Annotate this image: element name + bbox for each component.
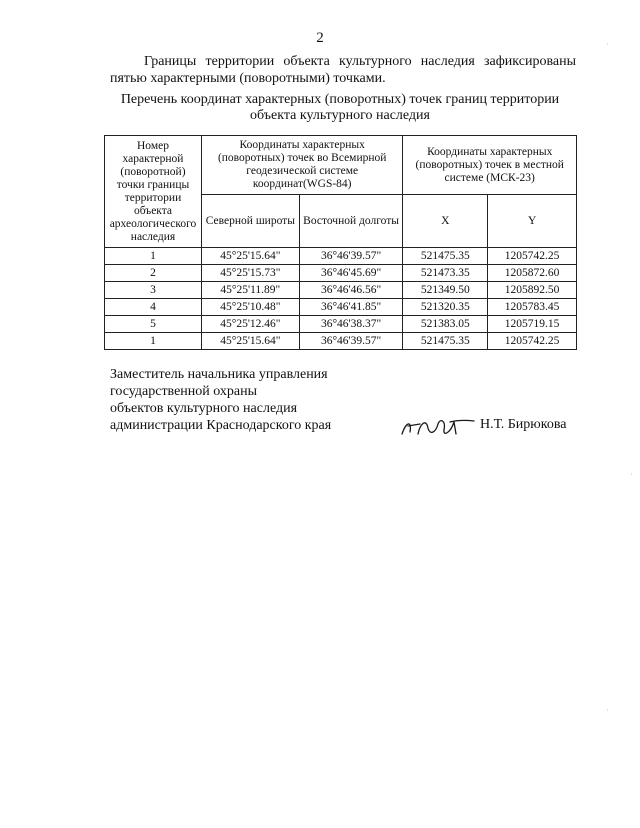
header-longitude: Восточной долготы (299, 195, 403, 248)
table-row (105, 333, 577, 350)
cell-x: 521320.35 (403, 299, 488, 316)
cell-point-number: 2 (105, 265, 202, 282)
cell-longitude: 36°46'46.56" (299, 282, 403, 299)
cell-longitude: 36°46'41.85" (299, 299, 403, 316)
scan-speck: · (630, 470, 633, 480)
handwritten-signature (398, 412, 478, 442)
cell-point-number: 4 (105, 299, 202, 316)
signer-title-line: администрации Краснодарского края (110, 418, 332, 433)
cell-longitude: 36°46'39.57" (299, 248, 403, 265)
cell-point-number: 5 (105, 316, 202, 333)
signer-title-line: объектов культурного наследия (110, 401, 298, 416)
cell-y: 1205719.15 (488, 316, 577, 333)
cell-y: 1205892.50 (488, 282, 577, 299)
cell-latitude: 45°25'10.48" (201, 299, 299, 316)
table-row (105, 299, 577, 316)
cell-x: 521475.35 (403, 248, 488, 265)
cell-longitude: 36°46'38.37" (299, 316, 403, 333)
scan-speck: · (606, 40, 609, 50)
header-point-number: Номер характерной (поворотной) точки границы территории объекта археологического наследия (105, 136, 202, 248)
cell-y: 1205742.25 (488, 333, 577, 350)
cell-point-number: 1 (105, 248, 202, 265)
header-wgs84: Координаты характерных (поворотных) точек во Всемирной геодезической системе координат(WGS-84) (201, 136, 402, 195)
cell-point-number: 3 (105, 282, 202, 299)
table-row (105, 282, 577, 299)
signer-title-line: государственной охраны (110, 384, 258, 399)
table-header-row (105, 136, 577, 195)
cell-latitude: 45°25'15.64" (201, 333, 299, 350)
cell-y: 1205742.25 (488, 248, 577, 265)
table-heading: Перечень координат характерных (поворотных) точек границ территории объекта культурного наследия (120, 92, 560, 123)
signature-block (110, 366, 331, 434)
scan-speck: · (606, 706, 609, 716)
cell-x: 521383.05 (403, 316, 488, 333)
signer-title-line: Заместитель начальника управления (110, 367, 328, 382)
header-y: Y (488, 195, 577, 248)
cell-x: 521349.50 (403, 282, 488, 299)
cell-y: 1205783.45 (488, 299, 577, 316)
cell-latitude: 45°25'15.73" (201, 265, 299, 282)
table-row (105, 248, 577, 265)
page-number: 2 (316, 30, 324, 46)
intro-paragraph: Границы территории объекта культурного наследия зафиксированы пятью характерными (поворотными) точками. (110, 54, 576, 86)
cell-latitude: 45°25'12.46" (201, 316, 299, 333)
header-latitude: Северной широты (201, 195, 299, 248)
signer-name: Н.Т. Бирюкова (480, 417, 567, 432)
header-x: X (403, 195, 488, 248)
cell-point-number: 1 (105, 333, 202, 350)
cell-x: 521475.35 (403, 333, 488, 350)
table-row (105, 265, 577, 282)
header-msk23: Координаты характерных (поворотных) точек в местной системе (МСК-23) (403, 136, 577, 195)
cell-latitude: 45°25'11.89" (201, 282, 299, 299)
cell-x: 521473.35 (403, 265, 488, 282)
cell-latitude: 45°25'15.64" (201, 248, 299, 265)
table-row (105, 316, 577, 333)
coordinates-table (104, 135, 577, 350)
cell-longitude: 36°46'45.69" (299, 265, 403, 282)
cell-y: 1205872.60 (488, 265, 577, 282)
cell-longitude: 36°46'39.57" (299, 333, 403, 350)
